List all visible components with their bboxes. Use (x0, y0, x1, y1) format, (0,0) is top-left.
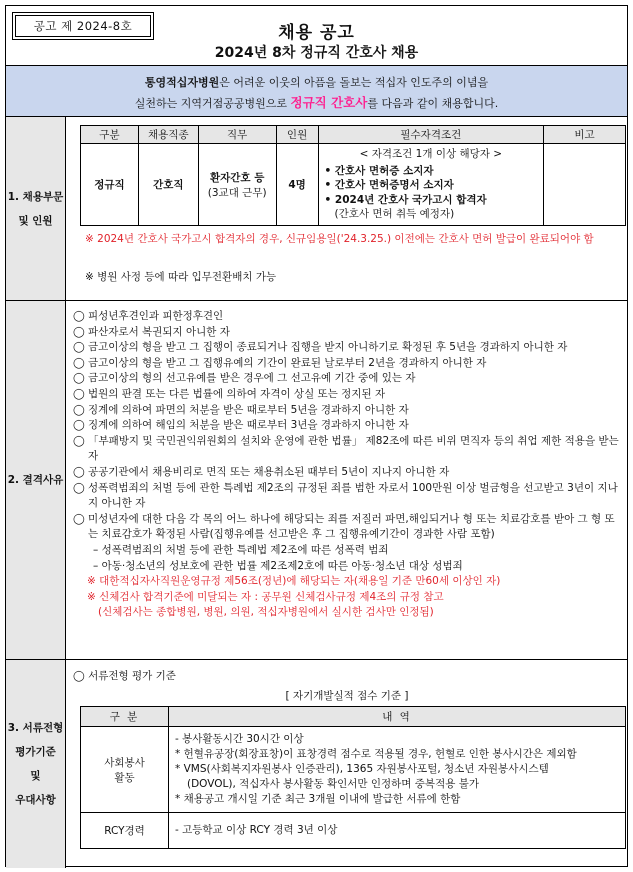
item-text: 법원의 판결 또는 다른 법률에 의하여 자격이 상실 또는 정지된 자 (88, 387, 386, 400)
list-item (73, 387, 621, 403)
circle-bullet-icon: ◯ (73, 403, 85, 416)
section-3-label-line-2: 평가기준 (15, 746, 56, 758)
item-text: 징계에 의하여 파면의 처분을 받은 때로부터 5년을 경과하지 아니한 자 (88, 403, 409, 416)
requirements-title: < 자격조건 1개 이상 해당자 > (359, 148, 503, 161)
list-item (73, 403, 621, 419)
item-text: 금고이상의 형을 받고 그 집행유예의 기간이 완료된 날로부터 2년을 경과하지 아니한 자 (88, 356, 487, 369)
section-1-label (6, 117, 66, 300)
notice-number: 공고 제 2024-8호 (15, 15, 151, 37)
item-text: 파산자로서 복권되지 아니한 자 (88, 325, 230, 338)
item-text: 금고이상의 형의 선고유예를 받은 경우에 그 선고유예 기간 중에 있는 자 (88, 372, 416, 385)
detail-line: * VMS(사회복지자원봉사 인증관리), 1365 자원봉사포털, 청소년 자원봉사시스템 (175, 763, 549, 775)
duty-line-1: 환자간호 등 (210, 171, 265, 184)
page-subtitle: 2024년 8차 정규직 간호사 채용 (214, 45, 419, 61)
volunteer-label-line-2: 활동 (114, 771, 135, 784)
cell-note (544, 144, 626, 226)
col-header-requirements: 필수자격조건 (318, 126, 544, 144)
intro-banner (6, 65, 627, 117)
duty-line-2: (3교대 근무) (207, 186, 267, 199)
sub-item: – 성폭력범죄의 처벌 등에 관한 특례법 제2조에 따른 성폭력 범죄 (93, 543, 389, 556)
item-text: 공공기관에서 채용비리로 면직 또는 채용취소된 때부터 5년이 지나지 아니한 자 (88, 465, 450, 478)
section-1-label-line-1: 1. 채용부문 (7, 190, 64, 203)
screening-heading: ◯ 서류전형 평가 기준 (73, 670, 176, 682)
col-header-details: 내 역 (169, 707, 626, 727)
requirement-2: • 간호사 면허증명서 소지자 (324, 179, 454, 192)
list-item (73, 340, 621, 356)
age-limit-note: ※ 대한적십자사직원운영규정 제56조(정년)에 해당되는 자(채용일 기준 만60세 이상인 자) (87, 575, 501, 588)
section-1-label-line-2: 및 인원 (18, 214, 53, 227)
requirement-1: • 간호사 면허증 소지자 (324, 164, 434, 177)
intro-line-2 (6, 93, 627, 114)
requirement-3-sub: (간호사 면허 취득 예정자) (334, 208, 455, 221)
table-row (81, 813, 626, 849)
intro-line-2-post: 를 다음과 같이 채용합니다. (367, 97, 499, 110)
circle-bullet-icon: ◯ (73, 372, 85, 385)
list-item (73, 465, 621, 481)
cell-rcy-label: RCY경력 (81, 813, 169, 849)
col-header-note: 비고 (544, 126, 626, 144)
page-title: 채용 공고 (278, 23, 355, 43)
intro-line-2-pre: 실천하는 지역거점공공병원으로 (134, 97, 291, 110)
detail-line: * 채용공고 개시일 기준 최근 3개월 이내에 발급한 서류에 한함 (175, 793, 461, 805)
table-row (81, 144, 626, 226)
health-check-subnote: (신체검사는 종합병원, 병원, 의원, 적십자병원에서 실시한 검사만 인정됨) (98, 606, 434, 619)
col-header-job: 채용직종 (138, 126, 198, 144)
list-item (73, 512, 621, 543)
recruitment-table (80, 125, 626, 226)
col-header-count: 인원 (276, 126, 318, 144)
cell-rcy-details: - 고등학교 이상 RCY 경력 3년 이상 (169, 813, 626, 849)
circle-bullet-icon: ◯ (73, 356, 85, 369)
reassignment-note: ※ 병원 사정 등에 따라 입무전환배치 가능 (85, 271, 277, 283)
circle-bullet-icon: ◯ (73, 325, 85, 338)
health-check-note: ※ 신체검사 합격기준에 미달되는 자 : 공무원 신체검사규정 제4조의 규정 참고 (87, 590, 444, 603)
disqualification-list (73, 309, 621, 621)
item-text: 「부패방지 및 국민권익위원회의 설치와 운영에 관한 법률」 제82조에 따른 비위 면직자 등의 취업 제한 적용을 받는 자 (88, 434, 619, 463)
list-item (73, 418, 621, 434)
intro-line-1-text: 은 어려운 이웃의 아픔을 돌보는 적십자 인도주의 이념을 (219, 76, 489, 89)
section-2-label: 2. 결격사유 (6, 301, 66, 659)
cell-volunteer-label (81, 727, 169, 813)
cell-requirements (318, 144, 544, 226)
item-text: 금고이상의 형을 받고 그 집행이 종료되거나 집행을 받지 아니하기로 확정된 후 5년을 경과하지 아니한 자 (88, 341, 568, 354)
list-item (73, 325, 621, 341)
cell-duty (198, 144, 276, 226)
hospital-name: 통영적십자병원 (144, 76, 220, 89)
col-header-category: 구 분 (81, 707, 169, 727)
section-3-label-line-1: 3. 서류전형 (7, 722, 64, 734)
item-text: 성폭력범죄의 처벌 등에 관한 특례법 제2조의 규정된 죄를 범한 자로서 100만원 이상 벌금형을 선고받고 3년이 지나지 아니한 자 (88, 481, 618, 510)
circle-bullet-icon: ◯ (73, 481, 85, 494)
detail-line: (DOVOL), 적십자사 봉사활동 확인서만 인정하며 중복적용 불가 (187, 778, 479, 790)
section-screening-criteria (6, 660, 627, 868)
requirement-3: • 2024년 간호사 국가고시 합격자 (324, 193, 487, 206)
item-text: 미성년자에 대한 다음 각 목의 어느 하나에 해당되는 죄를 저질러 파면,해임되거나 형 또는 치료감호를 받아 그 형 또는 치료감호가 확정된 사람(집행유예를 선고받은 후 그 집행유예기간이 경과한 사람 포함) (88, 512, 615, 541)
cell-count: 4명 (276, 144, 318, 226)
volunteer-label-line-1: 사회봉사 (104, 756, 145, 769)
license-note: ※ 2024년 간호사 국가고시 합격자의 경우, 신규임용일('24.3.25.) 이전에는 간호사 면허 발급이 완료되어야 함 (85, 233, 594, 245)
circle-bullet-icon: ◯ (73, 341, 85, 354)
list-item (73, 356, 621, 372)
list-item (73, 481, 621, 512)
section-3-label-line-4: 우대사항 (15, 794, 56, 806)
screening-subheading: [ 자기개발실적 점수 기준 ] (285, 690, 409, 702)
circle-bullet-icon: ◯ (73, 310, 85, 322)
cell-volunteer-details (169, 727, 626, 813)
section-disqualifications (6, 301, 627, 660)
circle-bullet-icon: ◯ (73, 434, 85, 447)
intro-line-1 (6, 73, 627, 93)
cell-type: 정규직 (81, 144, 139, 226)
recruitment-notice (5, 5, 628, 867)
col-header-type: 구분 (81, 126, 139, 144)
cell-job: 간호직 (138, 144, 198, 226)
section-recruitment (6, 117, 627, 301)
sub-item: – 아동·청소년의 성보호에 관한 법률 제2조제2호에 따른 아동·청소년 대상 성범죄 (93, 559, 463, 572)
item-text: 징계에 의하여 해임의 처분을 받은 때로부터 3년을 경과하지 아니한 자 (88, 419, 409, 432)
detail-line: - 봉사활동시간 30시간 이상 (175, 733, 304, 745)
list-item (73, 434, 621, 465)
intro-highlight: 정규직 간호사 (290, 95, 368, 110)
circle-bullet-icon: ◯ (73, 512, 85, 525)
section-3-label-line-3: 및 (30, 770, 41, 782)
circle-bullet-icon: ◯ (73, 465, 85, 478)
col-header-duty: 직무 (198, 126, 276, 144)
item-text: 피성년후견인과 피한정후견인 (88, 310, 224, 322)
list-item (73, 371, 621, 387)
section-3-label (6, 660, 66, 868)
list-item (73, 309, 621, 325)
detail-line: * 헌혈유공장(회장표창)이 표창경력 점수로 적용될 경우, 헌혈로 인한 봉사시간은 제외함 (175, 748, 577, 760)
circle-bullet-icon: ◯ (73, 387, 85, 400)
table-row (81, 727, 626, 813)
screening-table (80, 706, 626, 849)
circle-bullet-icon: ◯ (73, 419, 85, 432)
